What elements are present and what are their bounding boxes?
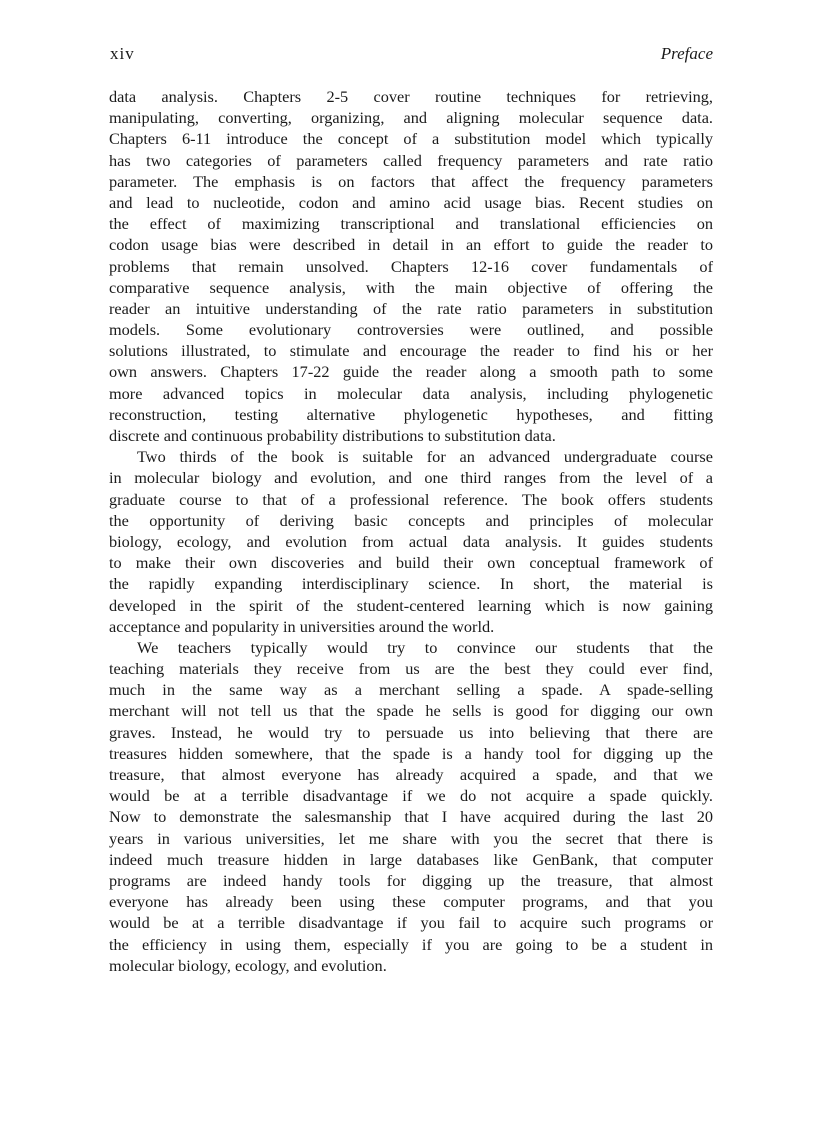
text-line: would be at a terrible disadvantage if we do not acquire a spade quickly. — [109, 786, 713, 806]
text-line: Now to demonstrate the salesmanship that I have acquired during the last 20 — [109, 807, 713, 827]
text-line: solutions illustrated, to stimulate and encourage the reader to find his or her — [109, 341, 713, 361]
page-number: xiv — [110, 44, 135, 63]
text-line: teaching materials they receive from us are the best they could ever find, — [109, 659, 713, 679]
text-line: reconstruction, testing alternative phylogenetic hypotheses, and fitting — [109, 404, 713, 424]
text-line: graves. Instead, he would try to persuade us into believing that there are — [109, 722, 713, 742]
text-line: problems that remain unsolved. Chapters 12-16 cover fundamentals of — [109, 256, 713, 276]
text-line: years in various universities, let me share with you the secret that there is — [109, 828, 713, 848]
text-line: Chapters 6-11 introduce the concept of a substitution model which typically — [109, 129, 713, 149]
text-line: comparative sequence analysis, with the main objective of offering the — [109, 277, 713, 297]
text-line: programs are indeed handy tools for digging up the treasure, that almost — [109, 870, 713, 890]
text-line: indeed much treasure hidden in large databases like GenBank, that computer — [109, 849, 713, 869]
text-line: the rapidly expanding interdisciplinary science. In short, the material is — [109, 574, 713, 594]
text-line: merchant will not tell us that the spade he sells is good for digging our own — [109, 701, 713, 721]
text-line: discrete and continuous probability distributions to substitution data. — [109, 426, 556, 445]
text-line: codon usage bias were described in detail in an effort to guide the reader to — [109, 235, 713, 255]
text-line: the opportunity of deriving basic concepts and principles of molecular — [109, 510, 713, 530]
text-line: treasure, that almost everyone has already acquired a spade, and that we — [109, 765, 713, 784]
text-line: own answers. Chapters 17-22 guide the reader along a smooth path to some — [109, 362, 713, 382]
paragraph — [109, 637, 713, 976]
text-line: in molecular biology and evolution, and one third ranges from the level of a — [109, 468, 713, 488]
paragraph — [109, 86, 713, 446]
text-line: the efficiency in using them, especially if you are going to be a student in — [109, 934, 713, 954]
section-title: Preface — [660, 44, 713, 63]
text-line: We teachers typically would try to convince our students that the — [137, 637, 713, 657]
text-line: graduate course to that of a professional reference. The book offers students — [109, 489, 713, 509]
text-line: developed in the spirit of the student-centered learning which is now gaining — [109, 595, 713, 615]
text-line: manipulating, converting, organizing, and aligning molecular sequence data. — [109, 108, 713, 128]
text-line: the effect of maximizing transcriptional and translational efficiencies on — [109, 214, 713, 234]
text-line: models. Some evolutionary controversies were outlined, and possible — [109, 320, 713, 340]
body-text — [109, 86, 713, 976]
text-line: everyone has already been using these computer programs, and that you — [109, 892, 713, 912]
text-line: parameter. The emphasis is on factors that affect the frequency parameters — [109, 171, 713, 191]
text-line: and lead to nucleotide, codon and amino acid usage bias. Recent studies on — [109, 192, 713, 212]
text-line: has two categories of parameters called frequency parameters and rate ratio — [109, 150, 713, 170]
text-line: molecular biology, ecology, and evolution. — [109, 955, 387, 975]
text-line: reader an intuitive understanding of the rate ratio parameters in substitution — [109, 298, 713, 318]
text-line: biology, ecology, and evolution from actual data analysis. It guides students — [109, 531, 713, 551]
text-line: to make their own discoveries and build their own conceptual framework of — [109, 553, 713, 573]
running-head — [110, 44, 713, 68]
text-line: would be at a terrible disadvantage if you fail to acquire such programs or — [109, 913, 713, 933]
text-line: more advanced topics in molecular data analysis, including phylogenetic — [109, 383, 713, 403]
text-line: Two thirds of the book is suitable for an advanced undergraduate course — [137, 447, 713, 467]
paragraph — [109, 446, 713, 637]
text-line: treasures hidden somewhere, that the spade is a handy tool for digging up the — [109, 743, 713, 763]
text-line: data analysis. Chapters 2-5 cover routine techniques for retrieving, — [109, 87, 713, 106]
text-line: acceptance and popularity in universities around the world. — [109, 616, 495, 636]
text-line: much in the same way as a merchant selling a spade. A spade-selling — [109, 680, 713, 700]
